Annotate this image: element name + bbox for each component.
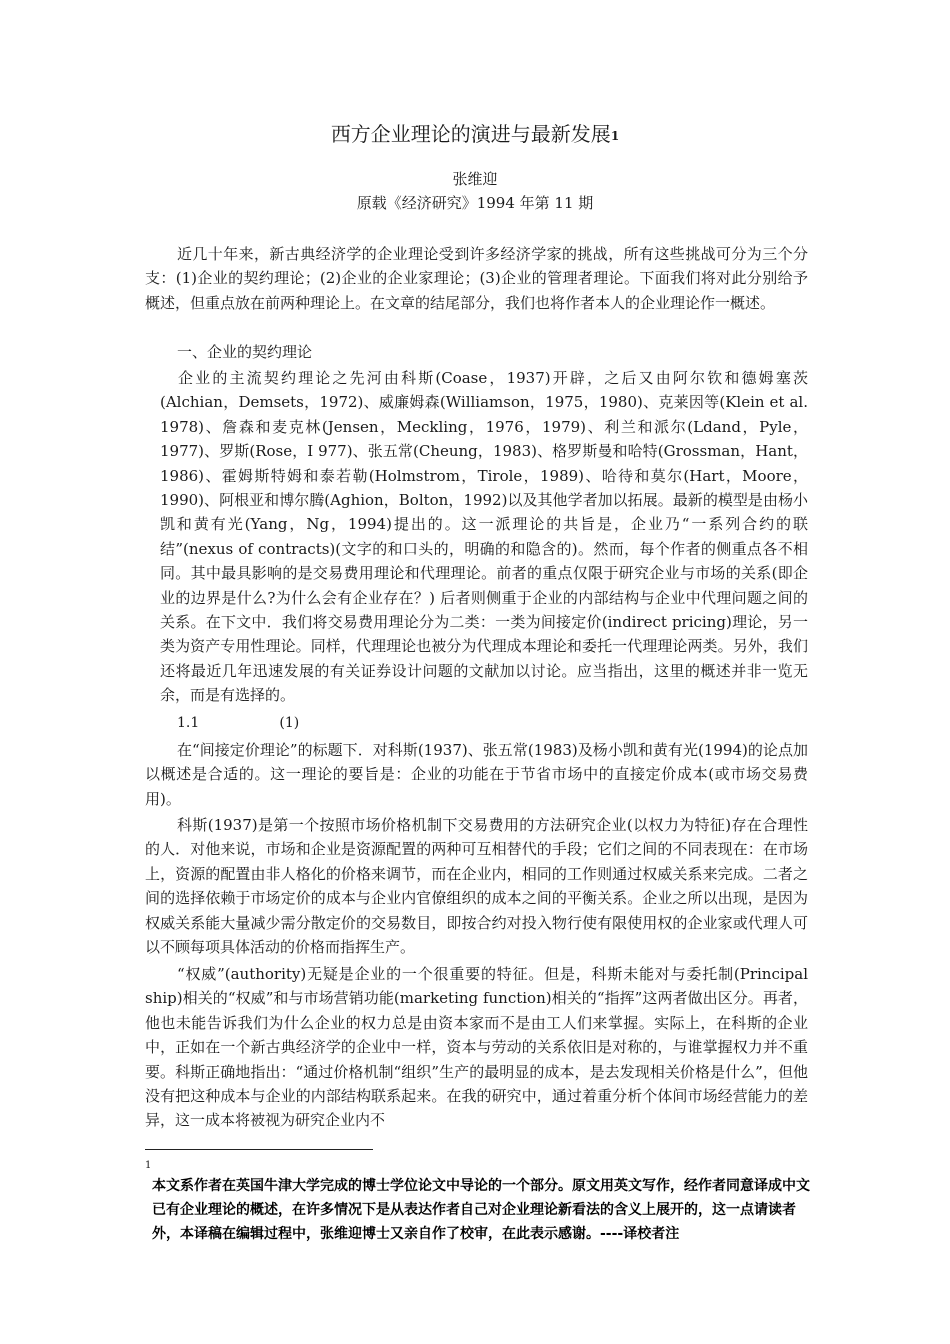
intro-paragraph: 近几十年来，新古典经济学的企业理论受到许多经济学家的挑战，所有这些挑战可分为三个分支：(1)企业的契约理论；(2)企业的企业家理论；(3)企业的管理者理论。下面我们将对此分别给予概述，但重点放在前两种理论上。在文章的结尾部分，我们也将作者本人的企业理论作一概述。 [145,245,808,312]
footnote-line: 本文系作者在英国牛津大学完成的博士学位论文中导论的一个部分。原文用英文写作，经作者同意译成中文 [152,1178,810,1194]
subsection-heading [177,712,577,734]
footnote [152,1174,950,1246]
coase-paragraph: 科斯(1937)是第一个按照市场价格机制下交易费用的方法研究企业(以权力为特征)存在合理性的人．对他来说，市场和企业是资源配置的两种可互相替代的手段；它们之间的不同表现在：在市场上，资源的配置由非人格化的价格来调节，而在企业内，相同的工作则通过权威关系来完成。二者之间的选择依赖于市场定价的成本与企业内官僚组织的成本之间的平衡关系。企业之所以出现，是因为权威关系能大量减少需分散定价的交易数目，即按合约对投入物行使有限使用权的企业家或代理人可以不顾每项具体活动的价格而指挥生产。 [145,816,808,957]
article-title [0,120,950,148]
footnote-divider [145,1149,373,1150]
indirect-pricing-paragraph: 在“间接定价理论”的标题下．对科斯(1937)、张五常(1983)及杨小凯和黄有光(1994)的论点加以概述是合适的。这一理论的要旨是：企业的功能在于节省市场中的直接定价成本(或市场交易费用)。 [145,741,808,808]
article-title-text: 西方企业理论的演进与最新发展 [330,122,611,146]
section-paragraph: 企业的主流契约理论之先河由科斯(Coase，1937)开辟，之后又由阿尔钦和德姆塞茨(Alchian，Demsets，1972)、威廉姆森(Williamson，1975，1980)、克莱因等(Klein et al. 1978)、詹森和麦克林(Jensen，Meckling，1976，1979)、利兰和派尔(Ldand，Pyle，1977)、罗斯(Rose，I 977)、张五常(Cheung，1983)、格罗斯曼和哈特(Grossman，Hant，1986)、霍姆斯特姆和泰若勒(Holmstrom，Tirole，1989)、哈待和莫尔(Hart，Moore，1990)、阿根亚和博尔腾(Aghion，Bolton，1992)以及其他学者加以拓展。最新的模型是由杨小凯和黄有光(Yang，Ng，1994)提出的。这一派理论的共旨是，企业乃“一系列合约的联结”(nexus of contracts)(文字的和口头的，明确的和隐含的)。然而，每个作者的侧重点各不相同。其中最具影响的是交易费用理论和代理理论。前者的重点仅限于研究企业与市场的关系(即企业的边界是什么?为什么会有企业存在？) 后者则侧重于企业的内部结构与企业中代理问题之间的关系。在下文中．我们将交易费用理论分为二类：一类为间接定价(indirect pricing)理论，另一类为资产专用性理论。同样，代理理论也被分为代理成本理论和委托一代理理论两类。另外，我们还将最近几年迅速发展的有关证券设计问题的文献加以讨论。应当指出，这里的概述并非一览无余，而是有选择的。 [160,369,808,705]
section-heading: 一、企业的契约理论 [177,343,313,361]
subsection-mark: (1) [279,715,300,731]
source-citation: 原载《经济研究》1994 年第 11 期 [356,194,594,212]
title-footnote-marker: 1 [610,129,620,143]
subsection-number: 1.1 [177,715,200,731]
footnote-line: 已有企业理论的概述，在许多情况下是从表达作者自己对企业理论新看法的含义上展开的，这一点请读者 [152,1202,796,1218]
footnote-line: 外，本译稿在编辑过程中，张维迎博士又亲自作了校审，在此表示感谢。----译校者注 [152,1226,680,1242]
subsection-gap [199,715,279,731]
footnote-marker: 1 [145,1160,152,1171]
author-name: 张维迎 [452,170,498,188]
authority-paragraph: “权威”(authority)无疑是企业的一个很重要的特征。但是，科斯未能对与委托制(Principal ship)相关的“权威”和与市场营销功能(marketing function)相关的“指挥”这两者做出区分。再者，他也未能告诉我们为什么企业的权力总是由资本家而不是由工人们来掌握。实际上，在科斯的企业中，正如在一个新古典经济学的企业中一样，资本与劳动的关系依旧是对称的，与谁掌握权力并不重要。科斯正确地指出：“通过价格机制“组织”生产的最明显的成本，是去发现相关价格是什么”，但他没有把这种成本与企业的内部结构联系起来。在我的研究中，通过着重分析个体间市场经营能力的差异，这一成本将被视为研究企业内不 [145,965,808,1130]
